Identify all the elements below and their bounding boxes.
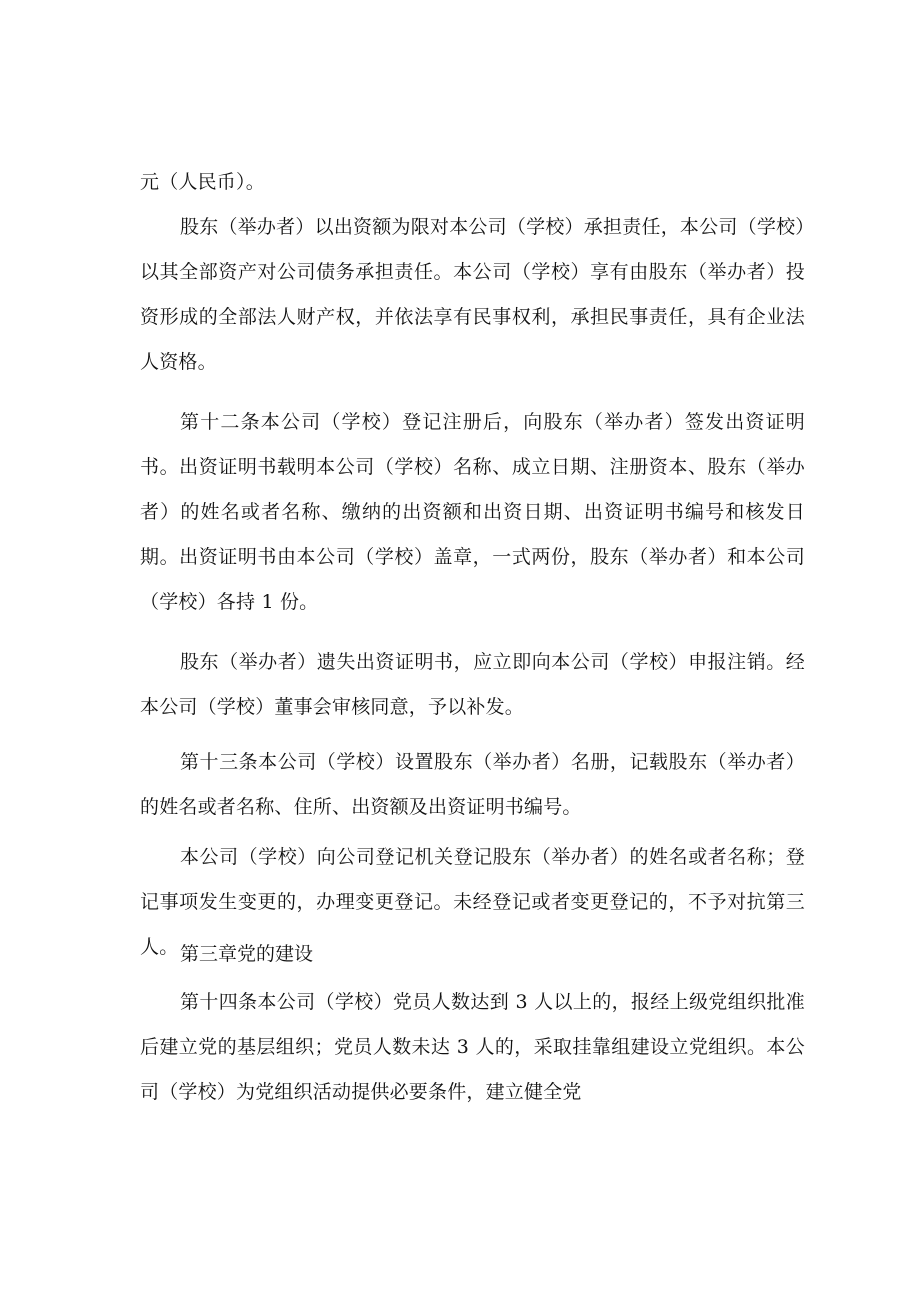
paragraph-article-13: 第十三条本公司（学校）设置股东（举办者）名册，记载股东（举办者）的姓名或者名称、住所、出资额及出资证明书编号。 [140,751,805,818]
paragraph-article-14: 第十四条本公司（学校）党员人数达到 3 人以上的，报经上级党组织批准后建立党的基层组织；党员人数未达 3 人的，采取挂靠组建设立党组织。本公司（学校）为党组织活动提供必要条件，建立健全党 [140,991,805,1103]
paragraph-currency-end: 元（人民币）。 [140,171,265,193]
chapter-heading: 第三章党的建设 [180,943,314,965]
paragraph-shareholder-liability: 股东（举办者）以出资额为限对本公司（学校）承担责任，本公司（学校）以其全部资产对公司债务承担责任。本公司（学校）享有由股东（举办者）投资形成的全部法人财产权，并依法享有民事权利，承担民事责任，具有企业法人资格。 [140,216,805,373]
paragraph-registration: 本公司（学校）向公司登记机关登记股东（举办者）的姓名或者名称；登记事项发生变更的，办理变更登记。未经登记或者变更登记的，不予对抗第三人。 [140,846,805,958]
paragraph-certificate-loss: 股东（举办者）遗失出资证明书，应立即向本公司（学校）申报注销。经本公司（学校）董事会审核同意，予以补发。 [140,651,805,718]
paragraph-article-12: 第十二条本公司（学校）登记注册后，向股东（举办者）签发出资证明书。出资证明书载明本公司（学校）名称、成立日期、注册资本、股东（举办者）的姓名或者名称、缴纳的出资额和出资日期、出资证明书编号和核发日期。出资证明书由本公司（学校）盖章，一式两份，股东（举办者）和本公司（学校）各持 1 份。 [140,411,805,613]
